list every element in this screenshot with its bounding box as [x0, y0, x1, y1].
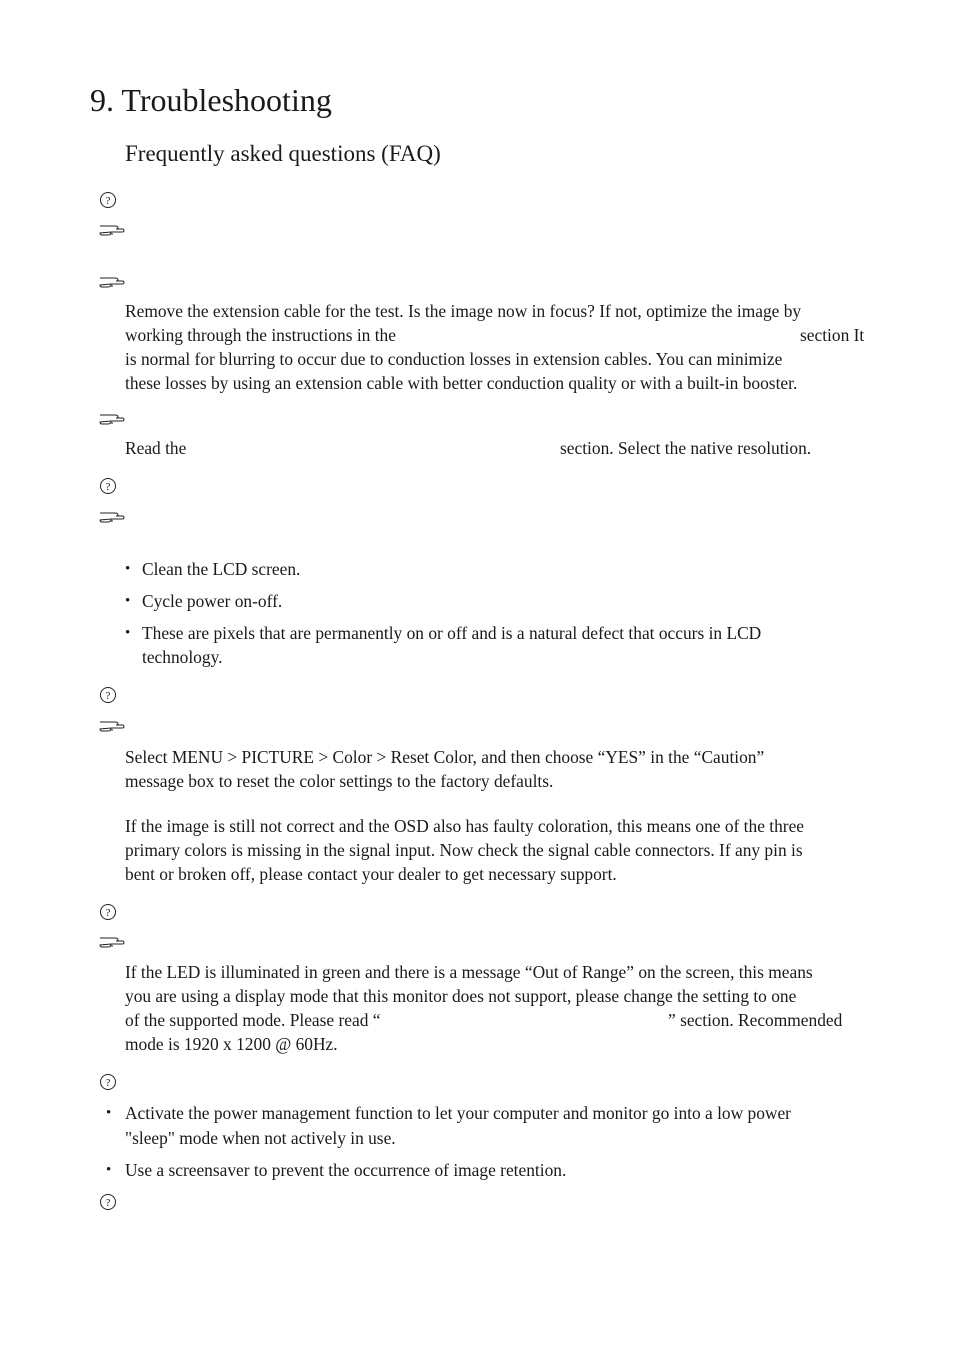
- list-item: Use a screensaver to prevent the occurrence of image retention.: [125, 1160, 567, 1180]
- question-icon: [99, 1193, 117, 1211]
- svg-text:?: ?: [105, 907, 111, 919]
- paragraph-line: If the image is still not correct and the OSD also has faulty coloration, this means one of the three: [125, 816, 805, 836]
- bullet: •: [125, 625, 131, 641]
- paragraph-line: If the LED is illuminated in green and there is a message “Out of Range” on the screen, this means: [125, 962, 813, 982]
- paragraph-line: primary colors is missing in the signal input. Now check the signal cable connectors. If any pin is: [125, 840, 803, 860]
- svg-text:?: ?: [105, 1197, 111, 1209]
- bullet: •: [125, 561, 131, 577]
- paragraph-line: these losses by using an extension cable with better conduction quality or with a built-in booster.: [125, 373, 798, 393]
- svg-text:?: ?: [105, 1077, 111, 1089]
- bullet: •: [125, 593, 131, 609]
- paragraph-line: of the supported mode. Please read “: [125, 1010, 381, 1030]
- pointing-hand-icon: [99, 717, 125, 733]
- list-item: "sleep" mode when not actively in use.: [125, 1128, 396, 1148]
- section-subtitle: Frequently asked questions (FAQ): [125, 141, 441, 166]
- paragraph-line: ” section. Recommended: [668, 1010, 843, 1030]
- list-item: technology.: [142, 647, 223, 667]
- paragraph-line: mode is 1920 x 1200 @ 60Hz.: [125, 1034, 338, 1054]
- paragraph-line: is normal for blurring to occur due to conduction losses in extension cables. You can minimize: [125, 349, 783, 369]
- pointing-hand-icon: [99, 933, 125, 949]
- pointing-hand-icon: [99, 221, 125, 237]
- pointing-hand-icon: [99, 508, 125, 524]
- paragraph-line: section. Select the native resolution.: [560, 438, 812, 458]
- question-icon: [99, 686, 117, 704]
- question-icon: [99, 477, 117, 495]
- list-item: Clean the LCD screen.: [142, 559, 301, 579]
- paragraph-line: Remove the extension cable for the test. Is the image now in focus? If not, optimize the image by: [125, 301, 802, 321]
- paragraph-line: section It: [800, 325, 865, 345]
- question-icon: [99, 903, 117, 921]
- bullet: •: [106, 1162, 112, 1178]
- svg-text:?: ?: [105, 195, 111, 207]
- paragraph-line: bent or broken off, please contact your dealer to get necessary support.: [125, 864, 617, 884]
- paragraph-line: message box to reset the color settings to the factory defaults.: [125, 771, 554, 791]
- bullet: •: [106, 1105, 112, 1121]
- paragraph-line: working through the instructions in the: [125, 325, 396, 345]
- pointing-hand-icon: [99, 273, 125, 289]
- question-icon: [99, 1073, 117, 1091]
- paragraph-line: Read the: [125, 438, 187, 458]
- list-item: These are pixels that are permanently on or off and is a natural defect that occurs in LCD: [142, 623, 762, 643]
- list-item: Activate the power management function to let your computer and monitor go into a low power: [125, 1103, 791, 1123]
- svg-text:?: ?: [105, 690, 111, 702]
- page-title: 9. Troubleshooting: [90, 82, 332, 118]
- pointing-hand-icon: [99, 410, 125, 426]
- question-icon: [99, 191, 117, 209]
- paragraph-line: you are using a display mode that this monitor does not support, please change the setting to one: [125, 986, 797, 1006]
- svg-text:?: ?: [105, 481, 111, 493]
- paragraph-line: Select MENU > PICTURE > Color > Reset Color, and then choose “YES” in the “Caution”: [125, 747, 765, 767]
- list-item: Cycle power on-off.: [142, 591, 283, 611]
